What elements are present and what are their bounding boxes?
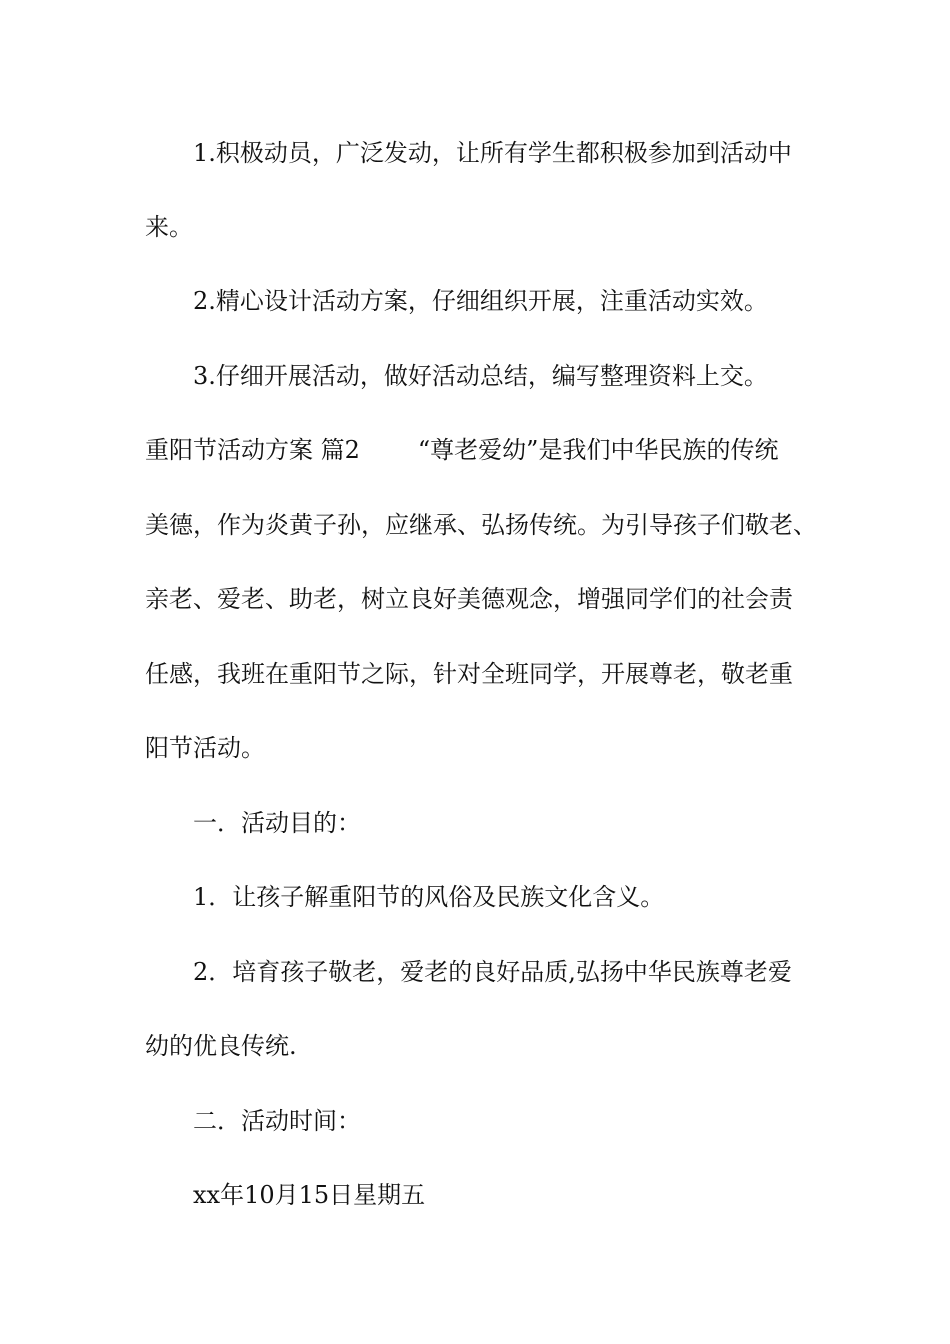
- paragraph-line: 亲老、爱老、助老，树立良好美德观念，增强同学们的社会责: [145, 585, 793, 613]
- list-item-2: 2.精心设计活动方案，仔细组织开展，注重活动实效。: [193, 287, 768, 315]
- section-heading-line: [145, 435, 778, 465]
- list-item-3: 3.仔细开展活动，做好活动总结，编写整理资料上交。: [193, 362, 768, 390]
- purpose-item-2: 2．培育孩子敬老，爱老的良好品质,弘扬中华民族尊老爱: [193, 958, 792, 986]
- purpose-item-2-continuation: 幼的优良传统.: [145, 1032, 297, 1060]
- heading-activity-time: 二．活动时间：: [193, 1107, 361, 1135]
- purpose-item-1: 1．让孩子解重阳节的风俗及民族文化含义。: [193, 883, 665, 911]
- heading-activity-purpose: 一．活动目的：: [193, 809, 361, 837]
- paragraph-line: 阳节活动。: [145, 734, 265, 762]
- section-title: 重阳节活动方案 篇2: [145, 436, 360, 464]
- paragraph-line: 美德，作为炎黄子孙，应继承、弘扬传统。为引导孩子们敬老、: [145, 511, 817, 539]
- section-intro: “尊老爱幼”是我们中华民族的传统: [417, 436, 779, 464]
- paragraph-line: 任感，我班在重阳节之际，针对全班同学，开展尊老，敬老重: [145, 660, 793, 688]
- list-item-1-continuation: 来。: [145, 213, 193, 241]
- list-item-1: 1.积极动员，广泛发动，让所有学生都积极参加到活动中: [193, 139, 792, 167]
- activity-date: xx年10月15日星期五: [193, 1181, 426, 1209]
